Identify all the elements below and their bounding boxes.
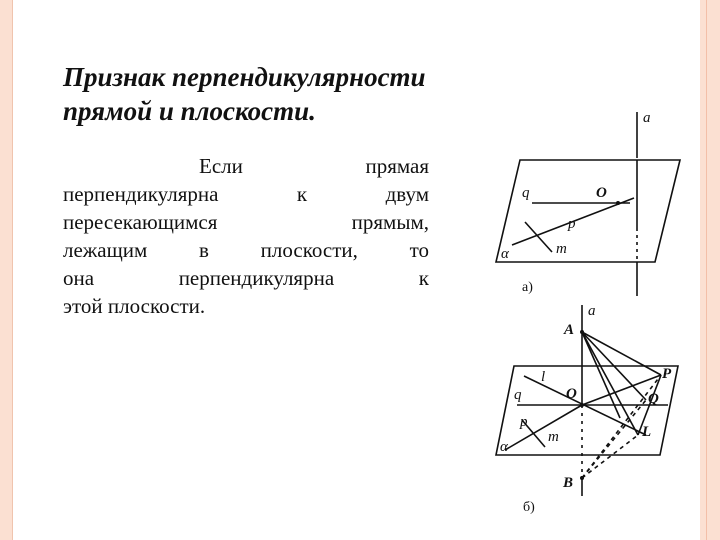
geometry-figures	[488, 100, 700, 520]
fig-a-label-p: p	[568, 216, 576, 232]
fig-a-label-O: O	[596, 185, 607, 201]
fig-b-caption: б)	[523, 500, 535, 515]
theorem-line-5: она перпендикулярна к	[63, 266, 429, 290]
fig-a-label-plane: α	[501, 246, 509, 262]
fig-a-caption: a)	[522, 280, 533, 295]
fig-a-label-m: m	[556, 241, 567, 257]
fig-b-label-P: P	[662, 366, 672, 382]
fig-b-label-L: L	[642, 424, 652, 440]
fig-b-label-B: B	[563, 475, 574, 491]
fig-b-label-plane: α	[500, 439, 508, 455]
title-line-2: прямой и плоскости.	[63, 96, 316, 126]
fig-b-label-q: q	[514, 387, 522, 403]
theorem-line-1: Если прямая	[199, 154, 429, 178]
fig-a-point-O	[616, 201, 620, 205]
fig-b-label-O: O	[566, 386, 577, 402]
fig-b-point-O	[580, 403, 584, 407]
fig-b-point-A	[580, 330, 584, 334]
slide-frame-right	[700, 0, 720, 540]
theorem-line-2: перпендикулярна к двум	[63, 182, 429, 206]
fig-b-label-m: m	[548, 429, 559, 445]
fig-b-point-B	[580, 476, 584, 480]
fig-b-segment-BQ	[582, 400, 646, 478]
fig-a-label-line: a	[643, 110, 651, 126]
fig-b-label-l: l	[541, 369, 546, 385]
title-line-1: Признак перпендикулярности	[63, 62, 426, 92]
fig-b-label-line: a	[588, 303, 596, 319]
fig-a-plane	[496, 160, 680, 262]
theorem-text	[63, 152, 429, 320]
fig-a-label-q: q	[522, 185, 530, 201]
fig-b-label-Q: Q	[648, 391, 659, 407]
fig-b-line-p	[505, 405, 582, 450]
slide-frame-left	[0, 0, 13, 540]
figure-a	[496, 112, 680, 296]
theorem-line-3: пересекающимся прямым,	[63, 210, 429, 234]
fig-b-segment-BL	[582, 435, 638, 478]
fig-b-label-p: p	[520, 414, 528, 430]
theorem-line-4: лежащим в плоскости, то	[63, 238, 429, 262]
fig-b-label-A: A	[564, 322, 575, 338]
theorem-line-6: этой плоскости.	[63, 294, 206, 318]
fig-a-line-m	[525, 222, 552, 252]
